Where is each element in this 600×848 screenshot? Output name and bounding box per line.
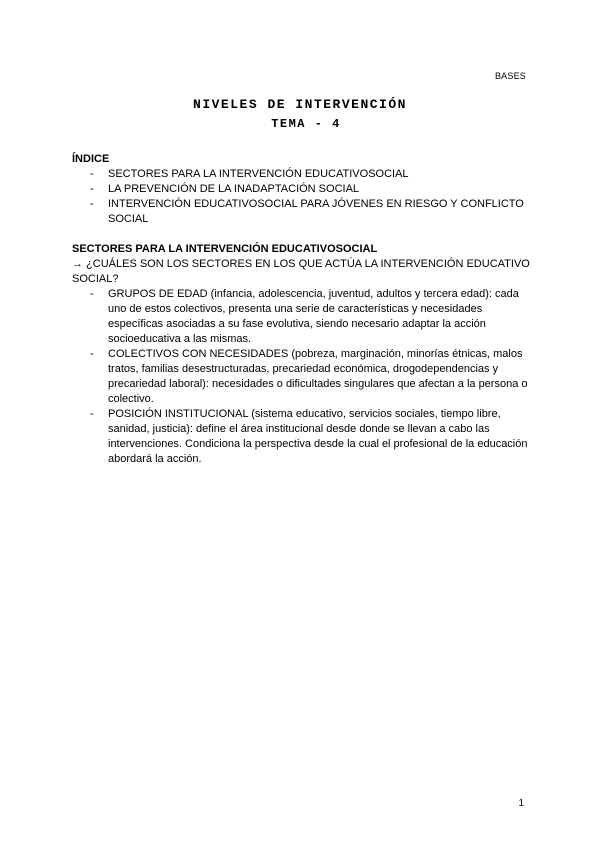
- index-list: [72, 167, 532, 227]
- page-number: 1: [518, 798, 524, 809]
- index-item-text: INTERVENCIÓN EDUCATIVOSOCIAL PARA JÓVENES EN RIESGO Y CONFLICTO SOCIAL: [108, 198, 524, 225]
- sector-item: [90, 287, 532, 347]
- sector-item: [90, 347, 532, 407]
- dash-marker: -: [90, 288, 94, 300]
- index-item: [90, 197, 532, 227]
- dash-marker: -: [90, 198, 94, 210]
- dash-marker: -: [90, 168, 94, 180]
- title-block: [0, 97, 600, 132]
- index-item-text: LA PREVENCIÓN DE LA INADAPTACIÓN SOCIAL: [108, 183, 360, 195]
- sector-item: [90, 407, 532, 467]
- index-item: [90, 167, 532, 182]
- index-heading: ÍNDICE: [72, 153, 110, 165]
- sector-list: [72, 287, 532, 467]
- section-heading: SECTORES PARA LA INTERVENCIÓN EDUCATIVOSOCIAL: [72, 243, 378, 255]
- page-title: NIVELES DE INTERVENCIÓN: [193, 97, 407, 112]
- dash-marker: -: [90, 183, 94, 195]
- dash-marker: -: [90, 348, 94, 360]
- sector-item-text: POSICIÓN INSTITUCIONAL (sistema educativo, servicios sociales, tiempo libre, sanidad, justicia): define el área institucional desde donde se llevan a cabo las intervenciones. Condiciona la perspectiva desde la cual el profesional de la educación abordará la acción.: [108, 408, 528, 465]
- index-item: [90, 182, 532, 197]
- dash-marker: -: [90, 408, 94, 420]
- page-subtitle: TEMA - 4: [271, 117, 341, 131]
- document-body: [72, 152, 532, 467]
- section-gap: [72, 227, 532, 242]
- sector-item-text: GRUPOS DE EDAD (infancia, adolescencia, juventud, adultos y tercera edad): cada uno de estos colectivos, presenta una serie de características y necesidades específicas asociadas a su fase evolutiva, siendo necesario adaptar la acción socioeducativa a las mismas.: [108, 288, 519, 345]
- sector-item-text: COLECTIVOS CON NECESIDADES (pobreza, marginación, minorías étnicas, malos tratos, familias desestructuradas, precariedad económica, drogodependencias y precariedad laboral): necesidades o dificultades singulares que afectan a la persona o colectivo.: [108, 348, 528, 405]
- index-item-text: SECTORES PARA LA INTERVENCIÓN EDUCATIVOSOCIAL: [108, 168, 409, 180]
- section-question: → ¿CUÁLES SON LOS SECTORES EN LOS QUE ACTÚA LA INTERVENCIÓN EDUCATIVO SOCIAL?: [72, 258, 530, 285]
- header-label: BASES: [494, 71, 526, 81]
